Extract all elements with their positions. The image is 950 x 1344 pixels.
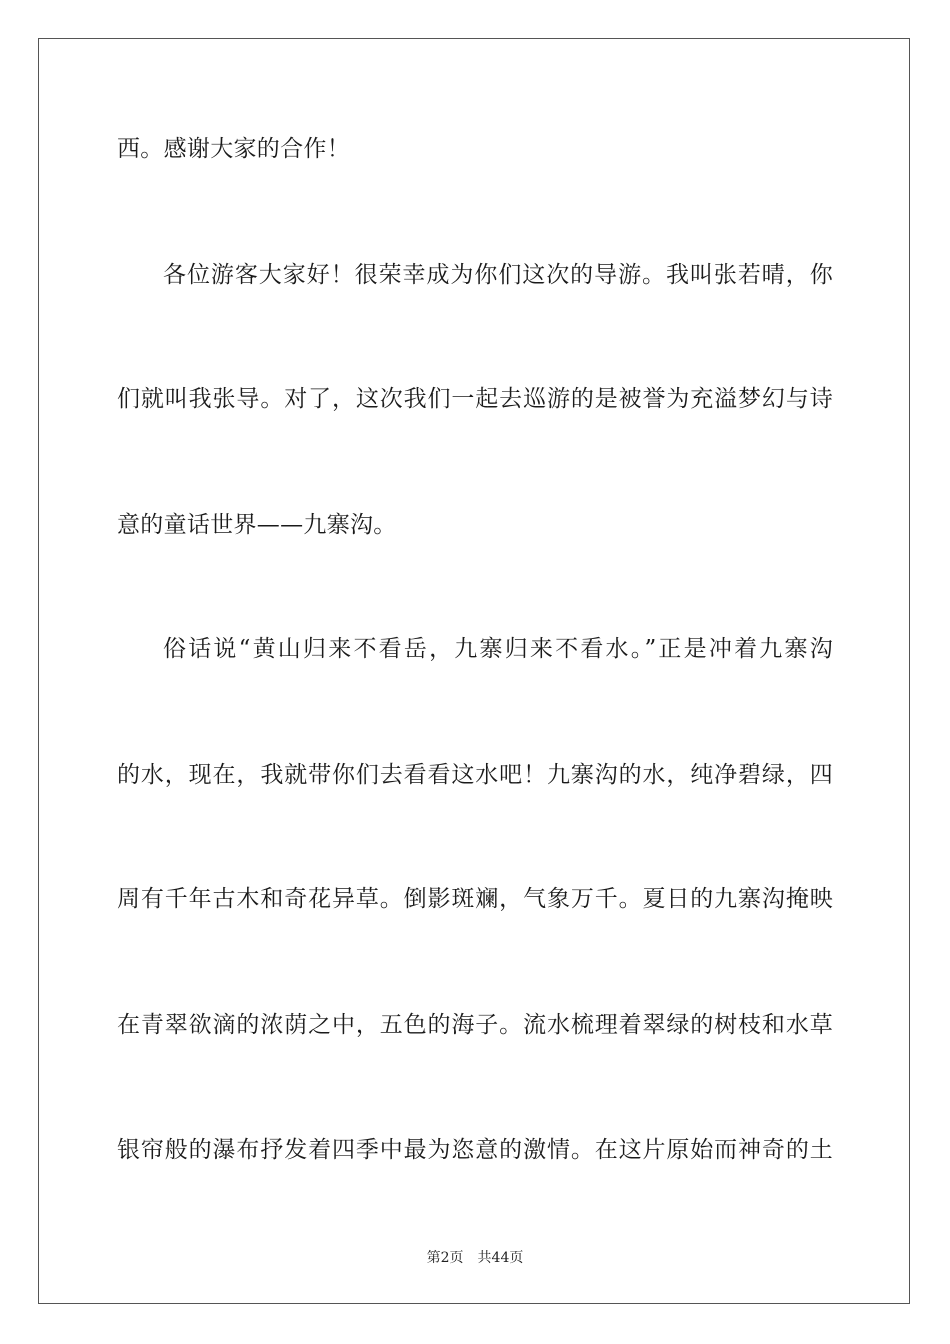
page-footer bbox=[0, 1247, 950, 1267]
page-number: 第2页 bbox=[426, 1250, 464, 1266]
text-line-8: 在青翠欲滴的浓荫之中，五色的海子。流水梳理着翠绿的树枝和水草 bbox=[117, 1012, 833, 1038]
page-frame bbox=[38, 38, 910, 1304]
text-line-3: 们就叫我张导。对了，这次我们一起去巡游的是被誉为充溢梦幻与诗 bbox=[117, 386, 833, 412]
text-line-1: 西。感谢大家的合作！ bbox=[117, 136, 350, 162]
page-total: 共44页 bbox=[477, 1250, 524, 1266]
text-line-7: 周有千年古木和奇花异草。倒影斑斓，气象万千。夏日的九寨沟掩映 bbox=[117, 886, 833, 912]
text-line-2: 各位游客大家好！很荣幸成为你们这次的导游。我叫张若晴，你 bbox=[163, 262, 833, 288]
text-line-6: 的水，现在，我就带你们去看看这水吧！九寨沟的水，纯净碧绿，四 bbox=[117, 762, 833, 788]
text-line-5: 俗话说“黄山归来不看岳，九寨归来不看水。”正是冲着九寨沟 bbox=[163, 636, 833, 662]
text-line-9: 银帘般的瀑布抒发着四季中最为恣意的激情。在这片原始而神奇的土 bbox=[117, 1137, 833, 1163]
text-line-4: 意的童话世界——九寨沟。 bbox=[117, 512, 397, 538]
